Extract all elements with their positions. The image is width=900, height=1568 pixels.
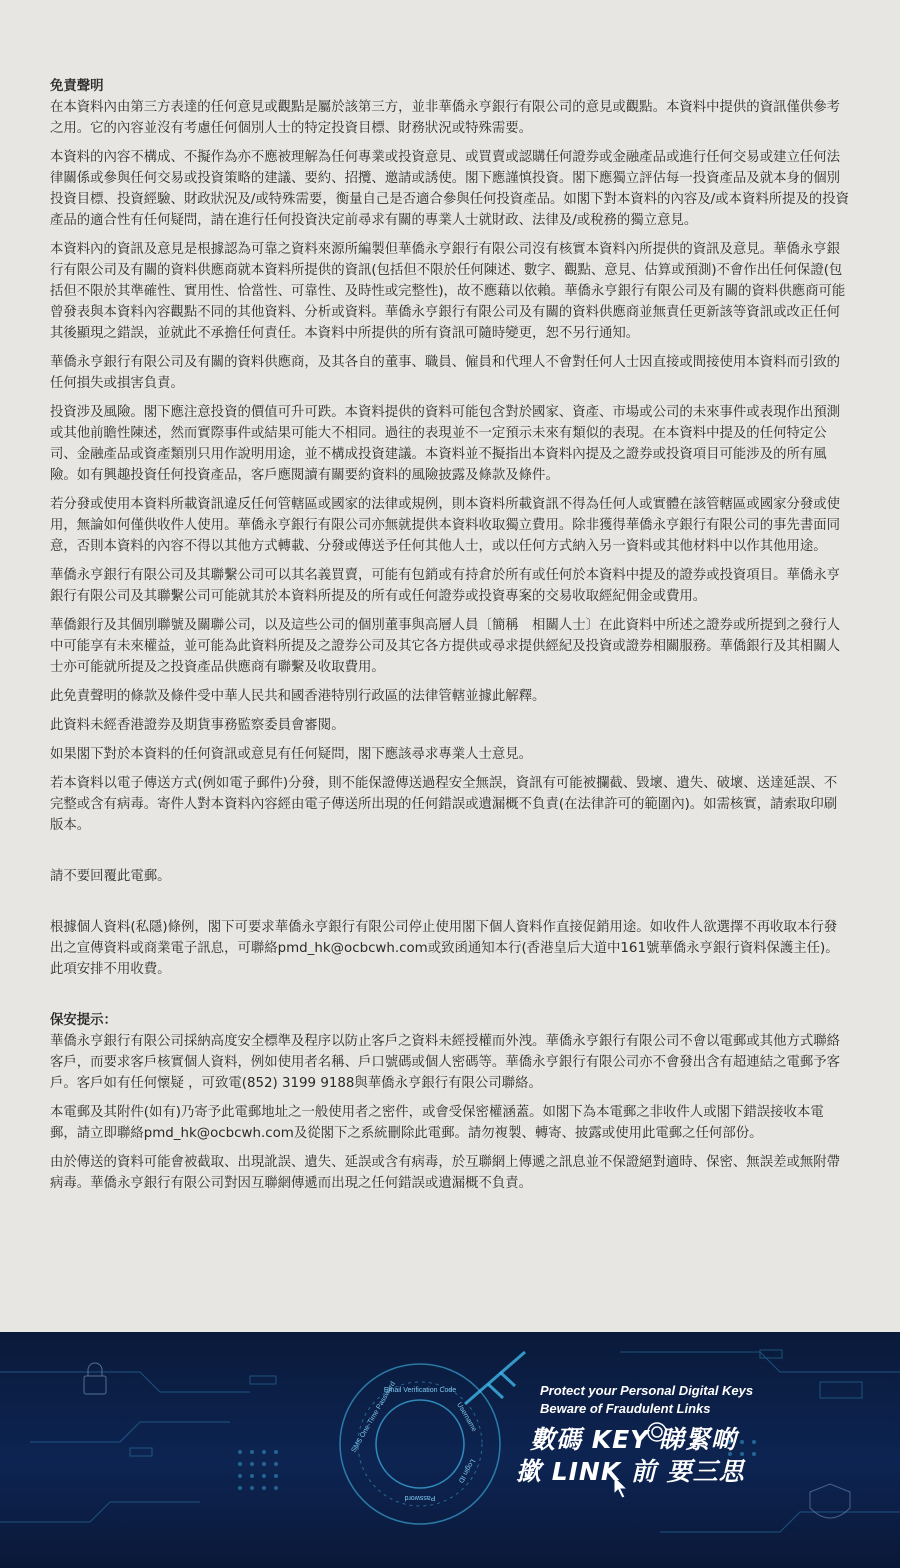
shield-icon xyxy=(810,1484,850,1518)
banner-chinese-line-2: 撳 LINK 前 要三思 xyxy=(516,1457,745,1486)
banner-chinese-line-1: 數碼 KEY 睇緊啲 xyxy=(530,1425,737,1454)
ring-label: Password xyxy=(404,1494,436,1501)
disclaimer-paragraph: 若分發或使用本資料所載資訊違反任何管轄區或國家的法律或規例，則本資料所載資訊不得為任何人或實體在該管轄區或國家分發或使用，無論如何僅供收件人使用。華僑永亨銀行有限公司亦無就提供本資料收取獨立費用。除非獲得華僑永亨銀行有限公司的事先書面同意，否則本資料的內容不得以其他方式轉載、分發或傳送予任何其他人士，或以任何方式納入另一資料或其他材料中以作其他用途。 xyxy=(50,497,841,554)
padlock-icon xyxy=(84,1363,106,1394)
disclaimer-paragraph: 如果閣下對於本資料的任何資訊或意見有任何疑問，閣下應該尋求專業人士意見。 xyxy=(50,747,533,762)
disclaimer-paragraph: 華僑永亨銀行有限公司及其聯繫公司可以其名義買賣，可能有包銷或有持倉於所有或任何於本資料中提及的證券或投資項目。華僑永亨銀行有限公司及其聯繫公司可能就其於本資料所提及的所有或任何證券或投資專案的交易收取經紀佣金或費用。 xyxy=(50,568,841,604)
banner-english-line-1: Protect your Personal Digital Keys xyxy=(540,1383,754,1398)
disclaimer-section xyxy=(50,76,850,1202)
no-reply-notice: 請不要回覆此電郵。 xyxy=(50,869,171,884)
disclaimer-paragraph: 本資料的內容不構成、不擬作為亦不應被理解為任何專業或投資意見、或買賣或認購任何證券或金融產品或進行任何交易或建立任何法律關係或參與任何交易或投資策略的建議、要約、招攬、邀請或誘使。閣下應謹慎投資。閣下應獨立評估每一投資產品及就本身的個別投資目標、投資經驗、財政狀況及/或特殊需要，衡量自己是否適合參與任何投資產品。如閣下對本資料的內容及/或本資料所提及的投資產品的適合性有任何疑問，請在進行任何投資決定前尋求有關的專業人士就財政、法律及/或稅務的獨立意見。 xyxy=(50,150,850,228)
banner-english-text xyxy=(540,1382,753,1418)
ring-label: Email Verification Code xyxy=(383,1387,457,1394)
disclaimer-paragraph: 華僑銀行及其個別聯號及關聯公司，以及這些公司的個別董事與高層人員〔簡稱 相關人士〕在此資料中所述之證券或所提到之發行人中可能享有未來權益，並可能為此資料所提及之證券公司及其它各方提供或尋求提供經紀及投資或證券相關服務。華僑銀行及其相關人士亦可能就所提及之投資產品供應商有聯繫及收取費用。 xyxy=(50,618,841,675)
security-paragraph: 由於傳送的資料可能會被截取、出現訛誤、遺失、延誤或含有病毒，於互聯網上傳遞之訊息並不保證絕對適時、保密、無誤差或無附帶病毒。華僑永亨銀行有限公司對因互聯網傳遞而出現之任何錯誤或遺漏概不負責。 xyxy=(50,1155,841,1191)
security-heading: 保安提示： xyxy=(50,1013,117,1028)
ring-label: Login ID xyxy=(456,1457,476,1484)
banner-english-line-2: Beware of Fraudulent Links xyxy=(540,1401,711,1416)
security-banner[interactable] xyxy=(0,1332,900,1568)
disclaimer-paragraph: 投資涉及風險。閣下應注意投資的價值可升可跌。本資料提供的資料可能包含對於國家、資產、市場或公司的未來事件或表現作出預測或其他前瞻性陳述，然而實際事件或結果可能大不相同。過往的表現並不一定預示未來有類似的表現。在本資料中提及的任何特定公司、金融產品或資產類別只用作說明用途，並不構成投資建議。本資料並不擬指出本資料內提及之證券或投資項目可能涉及的所有風險。如有興趣投資任何投資產品，客戶應閱讀有關要約資料的風險披露及條款及條件。 xyxy=(50,405,841,483)
disclaimer-paragraph: 若本資料以電子傳送方式(例如電子郵件)分發，則不能保證傳送過程安全無誤，資訊有可能被攔截、毀壞、遺失、破壞、送達延誤、不完整或含有病毒。寄件人對本資料內容經由電子傳送所出現的任何錯誤或遺漏概不負責(在法律許可的範圍內)。如需核實，請索取印刷版本。 xyxy=(50,776,838,833)
security-paragraph: 華僑永亨銀行有限公司採納高度安全標準及程序以防止客戶之資料未經授權而外洩。華僑永亨銀行有限公司不會以電郵或其他方式聯絡客戶，而要求客戶核實個人資料，例如使用者名稱、戶口號碼或個人密碼等。華僑永亨銀行有限公司亦不會發出含有超連結之電郵予客戶。客戶如有任何懷疑 ，可致電(852) 3199 9188與華僑永亨銀行有限公司聯絡。 xyxy=(50,1034,841,1091)
privacy-notice: 根據個人資料(私隱)條例，閣下可要求華僑永亨銀行有限公司停止使用閣下個人資料作直接促銷用途。如收件人欲選擇不再收取本行發出之宣傳資料或商業電子訊息，可聯絡pmd_hk@ocbcwh.com或致函通知本行(香港皇后大道中161號華僑永亨銀行資料保護主任)。此項安排不用收費。 xyxy=(50,920,839,977)
circuit-key-graphic xyxy=(0,1332,900,1568)
disclaimer-paragraph: 本資料內的資訊及意見是根據認為可靠之資料來源所編製但華僑永亨銀行有限公司沒有核實本資料內所提供的資訊及意見。華僑永亨銀行有限公司及有關的資料供應商就本資料所提供的資訊(包括但不限於任何陳述、數字、觀點、意見、估算或預測)不會作出任何保證(包括但不限於其準確性、實用性、恰當性、可靠性、及時性或完整性)，故不應藉以依賴。華僑永亨銀行有限公司及有關的資料供應商可能曾發表與本資料內容觀點不同的其他資料、分析或資料。華僑永亨銀行有限公司及有關的資料供應商並無責任更新該等資訊或改正任何其後顯現之錯誤，並就此不承擔任何責任。本資料中所提供的所有資訊可隨時變更，恕不另行通知。 xyxy=(50,242,846,341)
disclaimer-paragraph: 此免責聲明的條款及條件受中華人民共和國香港特別行政區的法律管轄並據此解釋。 xyxy=(50,689,546,704)
ring-label: SMS One-Time Password xyxy=(350,1380,397,1454)
security-paragraph: 本電郵及其附件(如有)乃寄予此電郵地址之一般使用者之密件，或會受保密權涵蓋。如閣下為本電郵之非收件人或閣下錯誤接收本電郵，請立即聯絡pmd_hk@ocbcwh.com及從閣下之系統刪除此電郵。請勿複製、轉寄、披露或使用此電郵之任何部份。 xyxy=(50,1105,824,1141)
disclaimer-paragraph: 在本資料內由第三方表達的任何意見或觀點是屬於該第三方，並非華僑永亨銀行有限公司的意見或觀點。本資料中提供的資訊僅供參考之用。它的內容並沒有考慮任何個別人士的特定投資目標、財務狀況或特殊需要。 xyxy=(50,100,841,136)
ring-label: Username xyxy=(455,1401,478,1433)
disclaimer-paragraph: 華僑永亨銀行有限公司及有關的資料供應商，及其各自的董事、職員、僱員和代理人不會對任何人士因直接或間接使用本資料而引致的任何損失或損害負責。 xyxy=(50,355,841,391)
disclaimer-paragraph: 此資料未經香港證券及期貨事務監察委員會審閱。 xyxy=(50,718,345,733)
disclaimer-heading: 免責聲明 xyxy=(50,79,104,94)
